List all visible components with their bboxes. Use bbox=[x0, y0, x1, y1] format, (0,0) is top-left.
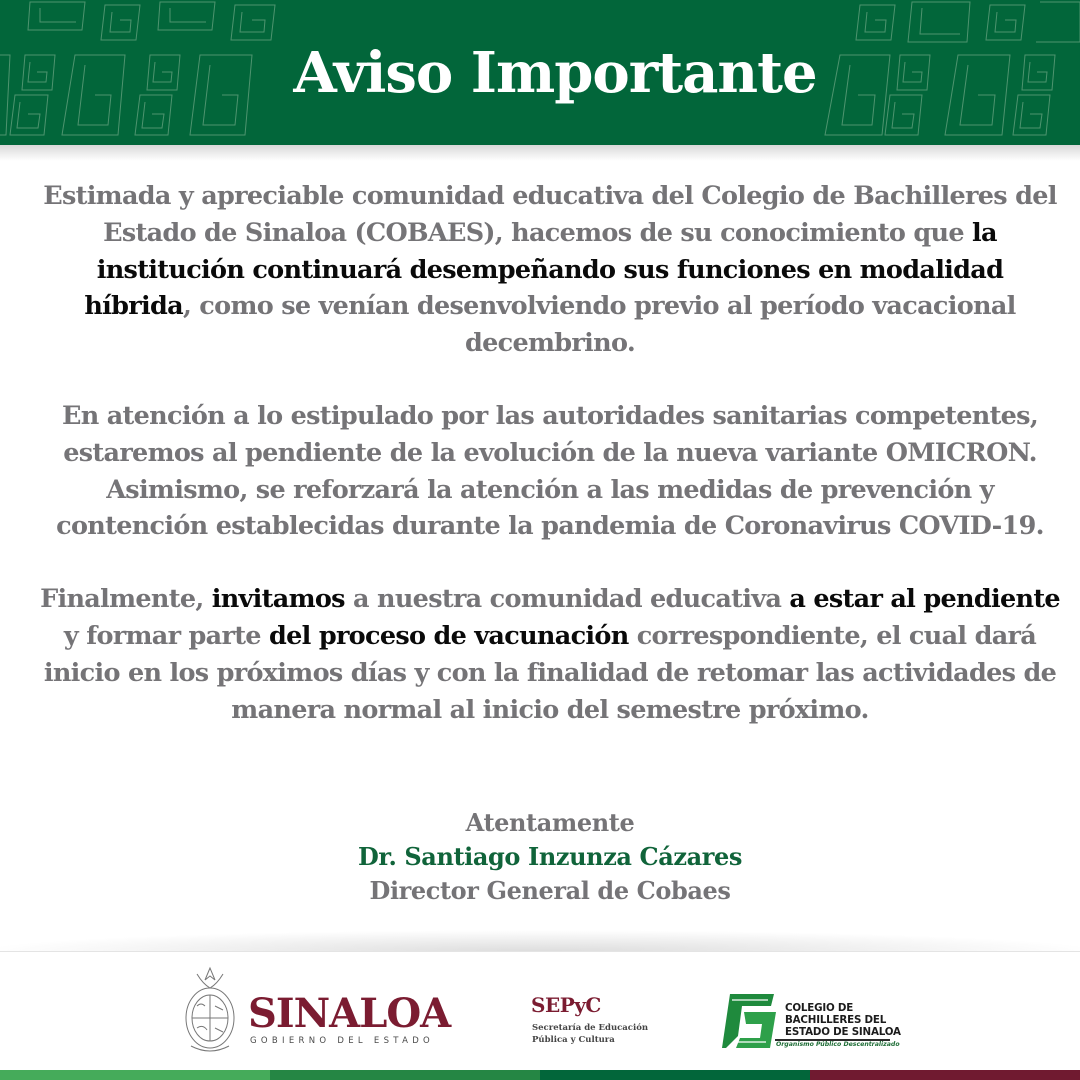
color-bar bbox=[0, 1070, 1080, 1080]
paragraph-intro bbox=[40, 178, 1060, 362]
header-banner bbox=[0, 0, 1080, 145]
cobaes-logo-subtitle: Organismo Público Descentralizado bbox=[776, 1041, 900, 1048]
footer-logos bbox=[0, 952, 1080, 1070]
emphasis-text: a estar al pendiente bbox=[789, 584, 1060, 615]
emphasis-text: del proceso de vacunación bbox=[269, 620, 629, 651]
signature-closing: Atentamente bbox=[465, 808, 635, 837]
paragraph-text: , como se venían desenvolviendo previo al período vacacional decembrino. bbox=[182, 291, 1016, 359]
notice-body bbox=[40, 178, 1060, 764]
sinaloa-seal-icon bbox=[183, 966, 237, 1056]
color-bar-segment bbox=[810, 1070, 1080, 1080]
cobaes-logo-icon bbox=[720, 992, 776, 1050]
signature-role: Director General de Cobaes bbox=[369, 876, 731, 905]
color-bar-segment bbox=[540, 1070, 810, 1080]
sinaloa-logo-text: SINALOA bbox=[248, 990, 451, 1037]
sinaloa-logo-subtitle: GOBIERNO DEL ESTADO bbox=[250, 1036, 435, 1046]
sepyc-subtitle-line: Pública y Cultura bbox=[532, 1035, 615, 1045]
cobaes-line: BACHILLERES DEL bbox=[785, 1014, 887, 1026]
paragraph-health: En atención a lo estipulado por las autoridades sanitarias competentes, estaremos al pendiente de la evolución de la nueva variante OMICRON. Asimismo, se reforzará la atención a las medidas de prevención y contención establecidas durante la pandemia de Coronavirus COVID-19. bbox=[56, 400, 1044, 542]
page-title: Aviso Importante bbox=[293, 40, 817, 106]
emphasis-text: invitamos bbox=[211, 584, 345, 615]
paragraph-text: a nuestra comunidad educativa bbox=[344, 584, 790, 615]
emphasis-text: la institución continuará desempeñando sus funciones en modalidad híbrida bbox=[84, 217, 1004, 322]
cobaes-logo-text bbox=[785, 1002, 901, 1038]
paragraph-vaccination bbox=[40, 581, 1060, 728]
header-shadow bbox=[0, 145, 1080, 161]
paragraph-text: Finalmente, bbox=[40, 584, 212, 615]
footer-shadow bbox=[0, 930, 1080, 952]
color-bar-segment bbox=[270, 1070, 540, 1080]
paragraph-text: correspondiente, el cual dará inicio en los próximos días y con la finalidad de retomar las actividades de manera normal al inicio del semestre próximo. bbox=[43, 620, 1057, 725]
cobaes-line: COLEGIO DE bbox=[785, 1002, 854, 1014]
paragraph-text: y formar parte bbox=[63, 620, 269, 651]
sepyc-subtitle-line: Secretaría de Educación bbox=[532, 1023, 649, 1033]
signature-name: Dr. Santiago Inzunza Cázares bbox=[358, 842, 742, 871]
color-bar-segment bbox=[0, 1070, 270, 1080]
paragraph-text: Estimada y apreciable comunidad educativa del Colegio de Bachilleres del Estado de Sinaloa (COBAES), hacemos de su conocimiento que bbox=[43, 181, 1057, 248]
sepyc-logo-text: SEPyC bbox=[531, 993, 601, 1017]
cobaes-line: ESTADO DE SINALOA bbox=[785, 1026, 901, 1038]
sepyc-logo-subtitle bbox=[532, 1022, 672, 1046]
signature-block bbox=[0, 806, 1080, 908]
